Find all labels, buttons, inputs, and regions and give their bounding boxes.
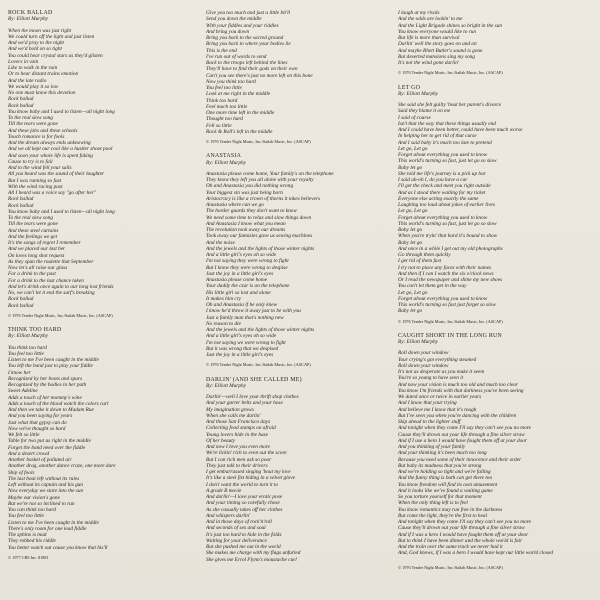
- lyric-line: You know I'm friends with that darkness you've been seeing: [398, 387, 524, 394]
- lyric-line: Lovers in vain: [8, 58, 39, 65]
- lyric-line: But she pushed me out in the world: [206, 544, 281, 550]
- song-block: [206, 377, 394, 563]
- lyric-line: You can think too hard: [8, 507, 56, 513]
- lyric-line: It's just too hard to hide in the folds: [206, 531, 282, 538]
- column-middle: [206, 10, 394, 598]
- lyric-line: And tonight when they come I'll say they can't see you no more: [398, 425, 531, 432]
- lyric-line: She makes me charge with my flags unfurled: [206, 550, 301, 557]
- copyright-notice: © 1976 Tender Night Music, Inc./Sailah Music, Inc. (ASCAP): [398, 318, 503, 324]
- lyric-line: Roll down your window: [398, 362, 449, 369]
- lyric-line: Look at me right in the middle: [206, 91, 271, 98]
- lyric-line: Baby let go: [398, 164, 423, 171]
- lyric-line: Bring you back to where your bodies lie: [206, 41, 291, 48]
- lyric-line: I don't want the world to turn it to: [206, 481, 279, 488]
- lyric-line: And these steel curtains: [8, 227, 59, 234]
- song-block: [8, 327, 196, 561]
- lyric-line: But to think I have been dinner and the whole world is fair: [398, 537, 523, 544]
- lyric-line: Can't you see there's just no more left on this bone: [206, 72, 313, 79]
- lyric-line: Anastasia where can we go: [206, 202, 264, 208]
- lyric-line: Till the tears were gone: [8, 221, 58, 228]
- lyric-line: Waiting for your deliverance: [206, 537, 267, 544]
- lyric-line: And seconds of sex and soul: [206, 525, 266, 532]
- song-author: By: Elliott Murphy: [206, 382, 247, 389]
- lyric-line: For a drink to the past: [8, 271, 56, 278]
- lyric-line: Rock ballad: [8, 302, 34, 309]
- lyric-line: It's not as desperate as you make it seem: [398, 369, 485, 375]
- lyric-line: And we'd hold on so tight: [8, 46, 62, 53]
- lyric-line: When she calls me darlin': [206, 412, 261, 419]
- lyric-line: My imagination grows: [206, 406, 254, 413]
- lyric-line: I've run out of words to send: [206, 53, 267, 60]
- lyric-line: And now I love you even more: [206, 444, 270, 450]
- lyric-line: And a little girl's eyes oh so wide: [206, 333, 277, 340]
- lyric-line: So you torture yourself for that moment: [398, 494, 482, 500]
- lyric-line: Like to walk in the rain: [8, 65, 58, 71]
- lyric-line: And the jewels and the lights of those winter nights: [206, 245, 315, 252]
- lyric-line: And I know that your trying: [398, 400, 457, 407]
- lyric-line: Your crying's got everything steamed: [398, 356, 477, 363]
- song-title: THINK TOO HARD: [8, 327, 62, 333]
- lyric-line: Till the tears were gone: [8, 121, 58, 128]
- lyric-line: But I can rich men ask so poor: [206, 456, 272, 463]
- lyric-line: Adds a touch of the blood watch the colors curl: [8, 400, 109, 407]
- lyric-line: Back to the troops left behind the lines: [206, 60, 288, 66]
- lyric-line: And the late radio: [8, 77, 47, 84]
- lyric-line: And let's drink once again to our long lost friends: [8, 283, 114, 290]
- lyric-line: And tonight when they come I'll say they can't see you no more: [398, 519, 531, 525]
- lyric-line: I get rid of them fast: [398, 258, 442, 265]
- lyric-line: Ship of fools: [8, 469, 35, 476]
- lyric-line: Darlin' well the story goes on and on: [398, 41, 477, 48]
- lyric-line: Aristocracy is like a crown of thorns it takes believers: [206, 195, 321, 202]
- lyric-line: They'll have to find their gods on their own: [206, 66, 298, 73]
- lyric-line: But come the light, they're the first to heal: [398, 512, 488, 519]
- lyric-line: They just talk to their drivers: [206, 462, 268, 469]
- lyric-line: She gives me Errol Flynn's moustache curl: [206, 556, 297, 563]
- lyric-line: Recognized by her boots and spurs: [8, 375, 83, 382]
- song-author: By: Elliott Murphy: [8, 16, 49, 23]
- lyric-line: I know he'd throw it away just to be with you: [206, 308, 301, 315]
- lyric-line: I said uh-oh I, do you have a car: [398, 177, 468, 183]
- lyric-line: Think too hard: [206, 97, 238, 104]
- column-left: [8, 10, 196, 598]
- lyric-line: And the Light Brigade shines so bright in the sun: [398, 22, 503, 29]
- lyric-line: And the feelings we get: [8, 233, 58, 240]
- lyric-line: Listen to me I've been caught in the middle: [8, 357, 99, 363]
- lyric-line: Darlin'—well I love your thrift shop clothes: [206, 394, 299, 400]
- lyric-line: Baby let go: [398, 239, 423, 246]
- lyric-line: Took away our fantasies gave us sewing machines: [206, 233, 313, 240]
- song-title: ROCK BALLAD: [8, 10, 53, 16]
- lyric-line: And I said baby it's much too late to pretend: [398, 139, 492, 146]
- song-title: LET GO: [398, 84, 421, 91]
- lyric-line: As they spun the roulette that September: [8, 258, 94, 265]
- lyric-line: And your garter belts and your hose: [206, 400, 283, 407]
- lyric-line: Table for two put us right in the middle: [8, 438, 91, 445]
- lyric-line: I'm not saying they were wrong to fight: [206, 258, 289, 265]
- lyric-line: Cause to try is to fail: [8, 158, 53, 165]
- lyric-line: His little girl so lost and alone: [206, 289, 271, 296]
- lyric-line: And Anastasia I know what you mean: [206, 220, 286, 227]
- lyric-line: All I heard was a voice say "go after her": [8, 190, 96, 196]
- lyric-line: Baby let go: [398, 308, 423, 315]
- lyric-line: You know baby and I used to listen—all night long: [8, 208, 115, 215]
- lyric-line: And believe me I know that it's tough: [398, 406, 477, 413]
- lyric-line: You know romantics may run free in the darkness: [398, 506, 503, 513]
- lyric-line: This is the end: [206, 47, 237, 54]
- lyric-line: And your timing so carefully chose: [206, 500, 280, 507]
- song-author: By: Elliott Murphy: [398, 90, 439, 97]
- lyric-line: But I've seen you when you're dancing with the children: [398, 412, 517, 419]
- lyric-line: Forget about everything you used to know: [398, 295, 488, 302]
- lyric-line: Send you down the middle: [206, 16, 262, 23]
- lyric-line: Because you need some of their innocence and their order: [398, 456, 522, 463]
- lyric-line: Rock ballad: [8, 296, 34, 303]
- song-block: [206, 153, 394, 368]
- lyric-line: To the real slow song: [8, 115, 53, 121]
- lyric-line: And you thinking of your family: [398, 444, 466, 450]
- lyric-line: And the noise: [206, 239, 235, 246]
- lyric-line: There's only room for one lead fiddle: [8, 525, 87, 532]
- lyric-line: Of her beauty: [206, 437, 236, 444]
- song-block: [398, 10, 586, 77]
- lyric-line: She said she felt guilty 'bout her parent's divorce: [398, 102, 502, 108]
- lyric-line: Just a family man that's nothing new: [206, 314, 284, 321]
- lyric-line: Go through them quickly: [398, 252, 451, 258]
- song-title: DARLIN' (AND SHE CALLED ME): [206, 376, 302, 383]
- lyric-line: Another basket of polluted air: [8, 457, 72, 463]
- lyric-line: I said of course: [398, 114, 431, 121]
- lyric-line: You feel too little: [8, 350, 44, 357]
- lyric-line: And we're holding so tight and we're falling: [398, 469, 491, 475]
- lyric-line: With the wind racing past: [8, 183, 63, 190]
- lyric-line: A grade B movie: [206, 487, 242, 494]
- lyric-line: And those San Francisco days: [206, 419, 271, 425]
- lyric-line: You feel too little: [206, 85, 242, 91]
- lyric-line: When you're tryin' that hard it's bound to show: [398, 233, 498, 240]
- lyric-line: Recognized by the bodies in her path: [8, 382, 87, 388]
- lyric-line: You could hear crystal stars as they'd glisten: [8, 52, 103, 59]
- lyric-line: This world's turning so fast just forget so slow: [398, 302, 496, 308]
- lyric-line: You better watch out cause you know that his'll: [8, 544, 108, 551]
- lyric-line: Touch romance is for fools: [8, 133, 65, 140]
- song-block: [398, 85, 586, 325]
- lyric-line: And in those days of rock'n'roll: [206, 519, 272, 525]
- lyric-line: We could turn off the light and just listen: [8, 33, 95, 40]
- lyric-line: The sphinx is mad: [8, 532, 47, 538]
- lyric-line: I'll get the check and meet you right outside: [398, 183, 491, 190]
- lyric-line: When the moon was just right: [8, 27, 72, 34]
- lyric-line: You feel too little: [8, 513, 44, 520]
- lyric-line: Young lovers hide in the haze: [206, 431, 269, 438]
- lyric-line: You're so young to have seen it: [398, 375, 464, 382]
- song-block: [398, 333, 586, 557]
- lyric-line: Or I read the newspaper and shine my new shoes: [398, 277, 503, 283]
- lyric-line: And the odds are lookin' to me: [398, 16, 463, 23]
- lyric-line: And the jewels and the lights of those winter nights: [206, 327, 315, 333]
- lyric-line: Now you think too hard: [206, 78, 256, 85]
- footer-copyright: © 1976 Tender Night Music, Inc./Sailah Music, Inc. (ASCAP): [398, 564, 503, 570]
- lyric-line: Just what that gypsy can do: [8, 419, 67, 426]
- lyric-line: And to the wind fell your sails: [8, 165, 72, 171]
- lyric-line: And your thinking it's been much too long: [398, 450, 487, 457]
- lyric-line: And the dream always ends unknowing: [8, 140, 91, 146]
- lyric-line: And whispers darlin': [206, 512, 251, 519]
- lyric-line: No one must know this devotion: [8, 90, 76, 96]
- lyric-line: Give you too much and just a little bit'll: [206, 10, 291, 16]
- song-author: By: Elliott Murphy: [398, 339, 439, 345]
- song-title: ANASTASIA: [206, 153, 242, 160]
- lyric-line: Roll down your window: [398, 350, 449, 357]
- lyric-line: As she casually takes off her clothes: [206, 506, 283, 513]
- lyric-line: You can't let them get in the way: [398, 283, 467, 290]
- lyric-line: Just the joy in a little girl's eyes: [206, 270, 274, 277]
- lyric-line: Feel much too little: [206, 103, 248, 110]
- song-block: [8, 10, 196, 319]
- lyric-line: It's like a steel fist hiding in a velvet glove: [206, 475, 295, 482]
- lyric-line: Bring you back to the sacred ground: [206, 35, 284, 41]
- lyric-line: This world's turning so fast, just let go so slow: [398, 220, 497, 227]
- lyric-line: Isn't that the way that these things usually end: [398, 120, 496, 127]
- lyric-line: We dated once or twice in earlier years: [398, 394, 482, 400]
- lyric-line: On loves long shot request: [8, 252, 65, 259]
- lyric-line: Skip ahead to the lighter stuff: [398, 419, 461, 425]
- lyric-line: But we're not so inclined to run: [8, 500, 75, 507]
- lyric-line: No reason to die: [206, 320, 241, 327]
- lyric-line: They robbed his riddle: [8, 538, 56, 545]
- lyric-line: Now let's all raise our glass: [8, 265, 68, 271]
- lyric-line: And it looks like we've found a waiting game: [398, 487, 493, 494]
- lyric-line: Anastasia please come home: [206, 277, 268, 283]
- copyright-notice: © 1976 Tender Night Music, Inc./Sailah Music, Inc. (ASCAP): [398, 70, 503, 76]
- lyric-line: And if I use a hero I would have fought them off at your door: [398, 437, 527, 444]
- lyric-line: But it was wrong that we despised: [206, 345, 279, 352]
- lyric-line: I get embarrassed singing 'bout my love: [206, 469, 291, 475]
- lyric-line: No, we can't let it end the surf's breaking: [8, 290, 95, 296]
- lyric-line: I know her: [8, 369, 31, 376]
- lyric-line: We need some time to relax and slow things down: [206, 214, 312, 221]
- copyright-notice: © 1976 Tender Night Music, Inc./Sailah Music, Inc. (ASCAP): [206, 362, 311, 368]
- lyric-line: This world's turning so fast, just let go so slow: [398, 158, 497, 165]
- lyric-line: Now we've thought so hard: [8, 425, 66, 432]
- lyric-line: Laughing too loud about jokes of earlier lives: [398, 202, 495, 208]
- lyric-line: The revolution took away our dreams: [206, 227, 286, 233]
- lyric-line: But deserted mansions sing my song: [398, 53, 475, 60]
- copyright-notice: © 1977 CBS Inc. 81881: [8, 554, 49, 560]
- lyric-line: And as I stood there waiting for my ticket: [398, 189, 486, 196]
- lyric-line: But life is more than survival: [398, 35, 460, 41]
- lyric-line: Said they blame it on me: [398, 108, 451, 115]
- copyright-notice: © 1976 Tender Night Music, Inc./Sailah Music, Inc. (ASCAP): [8, 312, 113, 318]
- lyric-line: Thought too hard: [206, 116, 243, 123]
- lyric-line: Cause they'll drown out your life through a fine silver straw: [398, 525, 525, 532]
- lyric-line: Listen to me I've been caught in the middle: [8, 519, 99, 526]
- lyric-line: But I was running so fast: [8, 177, 62, 184]
- lyric-line: And once in a while I get out my old photographs: [398, 245, 503, 252]
- lyric-line: But I know they were wrong to despise: [206, 264, 288, 271]
- lyric-line: It makes him cry: [206, 295, 242, 302]
- lyric-line: You know freedom will find its own amusement: [398, 481, 498, 488]
- lyric-line: Anastasia please come home, Your family's on the telephone: [206, 170, 334, 177]
- lyric-line: We felt so little: [8, 432, 40, 438]
- lyric-line: And we placed our last bet: [8, 246, 65, 253]
- copyright-notice: © 1976 Tender Night Music, Inc./Sailah Music, Inc. (ASCAP): [206, 139, 311, 144]
- lyric-line: Adds a touch of her mommy's wine: [8, 394, 82, 401]
- lyric-line: The border guards they don't want to know: [206, 208, 297, 215]
- column-right: [398, 10, 586, 598]
- lyric-line: Fell so little: [206, 122, 232, 129]
- lyric-line: And bring you down: [206, 28, 250, 35]
- lyric-line: Baby let go: [398, 227, 423, 233]
- lyric-line: It's the songs of regret I remember: [8, 240, 81, 246]
- lyric-line: All you heard was the sound of their laughter: [8, 171, 105, 178]
- lyric-line: And a little girl's eyes oh so wide: [206, 252, 277, 258]
- lyric-line: Or to hear distant trains emotion: [8, 71, 79, 78]
- lyric-line: We're lickin' rich to even out the score: [206, 450, 287, 457]
- lyric-line: You know baby and I used to listen—all night long: [8, 108, 115, 115]
- lyric-line: Let go, Let go: [398, 145, 428, 152]
- song-author: By: Elliott Murphy: [8, 333, 49, 340]
- lyric-line: They know they left you all alone with your royalty: [206, 177, 314, 183]
- lyric-line: She told me life's journey is a pick up bar: [398, 170, 486, 177]
- lyric-line: To the real slow song: [8, 215, 53, 221]
- lyric-line: And darlin'—I love your erotic pose: [206, 494, 283, 500]
- lyric-line: I laugh at my rivals: [398, 10, 440, 16]
- lyric-line: Cause they'll drown out your life through a fine silver straw: [398, 431, 525, 438]
- lyric-line: When the only thing left is to feel: [398, 500, 468, 507]
- lyric-line: And these jobs and these schools: [8, 127, 78, 134]
- lyric-line: Your biggest sin was just being born: [206, 189, 283, 196]
- lyric-line: Rock ballad: [8, 102, 34, 109]
- lyric-line: Collecting food stamps on afraid: [206, 425, 276, 432]
- lyric-line: And, God knows, if I was a hero I would have kept our little world closed: [398, 550, 554, 557]
- lyric-line: Another drag, another dance craze, one more dare: [8, 463, 116, 470]
- lyric-line: The last boat left without its rules: [8, 475, 80, 482]
- lyric-line: We would play it so low: [8, 83, 59, 90]
- lyric-line: Forget about everything you used to know: [398, 214, 488, 221]
- lyric-line: But baby its madness that you're strong: [398, 462, 482, 469]
- lyric-line: Rock & Roll's left in the middle: [206, 128, 273, 135]
- lyric-line: Maybe our vision's gone: [8, 494, 60, 501]
- lyric-line: And we all kept our cool like a hustler shoot pool: [8, 146, 113, 153]
- lyric-line: And then we take it down to Madam Rue: [8, 407, 94, 413]
- lyric-line: Let go, Let go: [398, 208, 428, 215]
- lyric-line: And you been saying for years: [8, 413, 73, 420]
- lyric-line: Rock ballad: [8, 96, 34, 103]
- lyric-line: Forget about everything you used to know: [398, 152, 488, 158]
- lyric-line: And now your vision is much too old and much too clear: [398, 381, 518, 388]
- lyric-line: Left without its captain and his gun: [8, 482, 84, 488]
- lyric-line: I'm not saying we were wrong to fight: [206, 339, 286, 346]
- lyric-line: Forget the band need over the fiddle: [8, 444, 86, 451]
- lyric-line: And I could have been better, could have been much worse: [398, 127, 523, 133]
- lyric-line: You think too hard: [8, 344, 47, 351]
- lyric-line: In helping her to get rid of that curse: [398, 133, 477, 140]
- lyric-line: And the funny thing is both can get there too: [398, 475, 493, 482]
- lyric-line: I try not to place any faces with their names: [398, 264, 492, 271]
- lyric-line: And if I was a hero I would have fought them off at your door: [398, 531, 529, 538]
- lyric-line: It's not the wind gone darlin': [398, 60, 459, 66]
- lyric-line: Oh and Anastasia if he only knew: [206, 302, 278, 308]
- lyric-line: And a desert crowd: [8, 450, 50, 457]
- lyric-line: Just the joy in a little girl's eyes: [206, 352, 274, 358]
- lyric-line: One more time left in the middle: [206, 110, 275, 116]
- song-author: By: Elliott Murphy: [206, 159, 247, 166]
- song-block: [206, 10, 394, 145]
- lyric-line: Sweet Adeline: [8, 388, 38, 395]
- lyric-line: Let go, Let go: [398, 289, 428, 296]
- lyric-line: You know everyone would like to run: [398, 28, 477, 35]
- lyric-line: Your daddy the czar is on the telephone: [206, 283, 290, 290]
- lyric-line: Rock ballad: [8, 196, 34, 203]
- lyric-line: You left the band just to play your fiddle: [8, 363, 93, 370]
- lyric-line: And then if I can I watch the six o'clock news: [398, 270, 494, 277]
- lyric-line: And we'd pray to the night: [8, 40, 65, 46]
- lyric-line: And soon your whole life is spent faking: [8, 152, 93, 159]
- lyric-line: Everyone else acting exactly the same: [398, 195, 479, 202]
- lyric-line: With your fiddles and your riddles: [206, 22, 279, 29]
- lyric-line: Now everyday we stare into the sun: [8, 488, 84, 495]
- lyric-line: Rock ballad: [8, 202, 34, 209]
- lyric-line: For a drink to the last chance taken: [8, 277, 84, 284]
- song-title: CAUGHT SHORT IN THE LONG RUN: [398, 332, 503, 339]
- lyric-line: And the train over the same track we never had it: [398, 544, 503, 550]
- lyric-line: And maybe Rhett Butler's sound is gone: [398, 47, 483, 54]
- lyric-line: Oh and Anastasia you did nothing wrong: [206, 183, 294, 190]
